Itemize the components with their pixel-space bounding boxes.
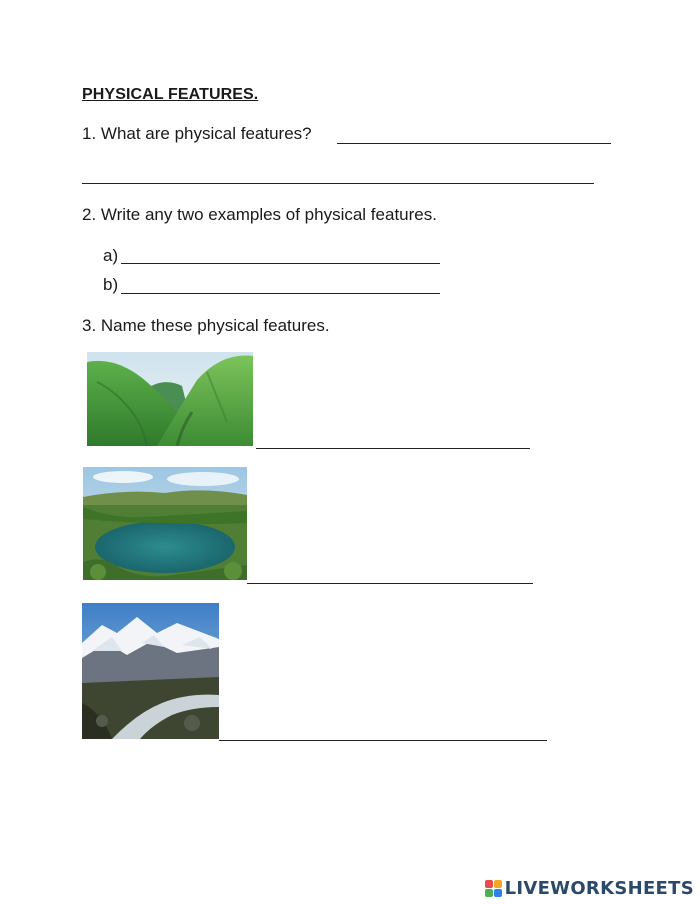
hills-image: [87, 352, 253, 446]
worksheet-title: PHYSICAL FEATURES.: [82, 86, 259, 103]
option-a-label: a): [103, 246, 119, 265]
question-1: 1. What are physical features?: [82, 124, 312, 143]
answer-line-q1-continued[interactable]: [82, 183, 594, 184]
answer-line-a[interactable]: [121, 263, 440, 264]
mountains-image: [82, 603, 219, 739]
question-2: 2. Write any two examples of physical features.: [82, 205, 437, 224]
lake-image: [83, 467, 247, 580]
answer-line-q1[interactable]: [337, 143, 611, 144]
brand-text: LIVEWORKSHEETS: [504, 878, 694, 899]
answer-line-image-2[interactable]: [247, 583, 533, 584]
liveworksheets-logo: [485, 878, 694, 899]
question-3: 3. Name these physical features.: [82, 316, 330, 335]
answer-line-b[interactable]: [121, 293, 440, 294]
answer-line-image-1[interactable]: [256, 448, 530, 449]
option-b-label: b): [103, 275, 119, 294]
liveworksheets-icon: [485, 880, 502, 897]
answer-line-image-3[interactable]: [219, 740, 547, 741]
